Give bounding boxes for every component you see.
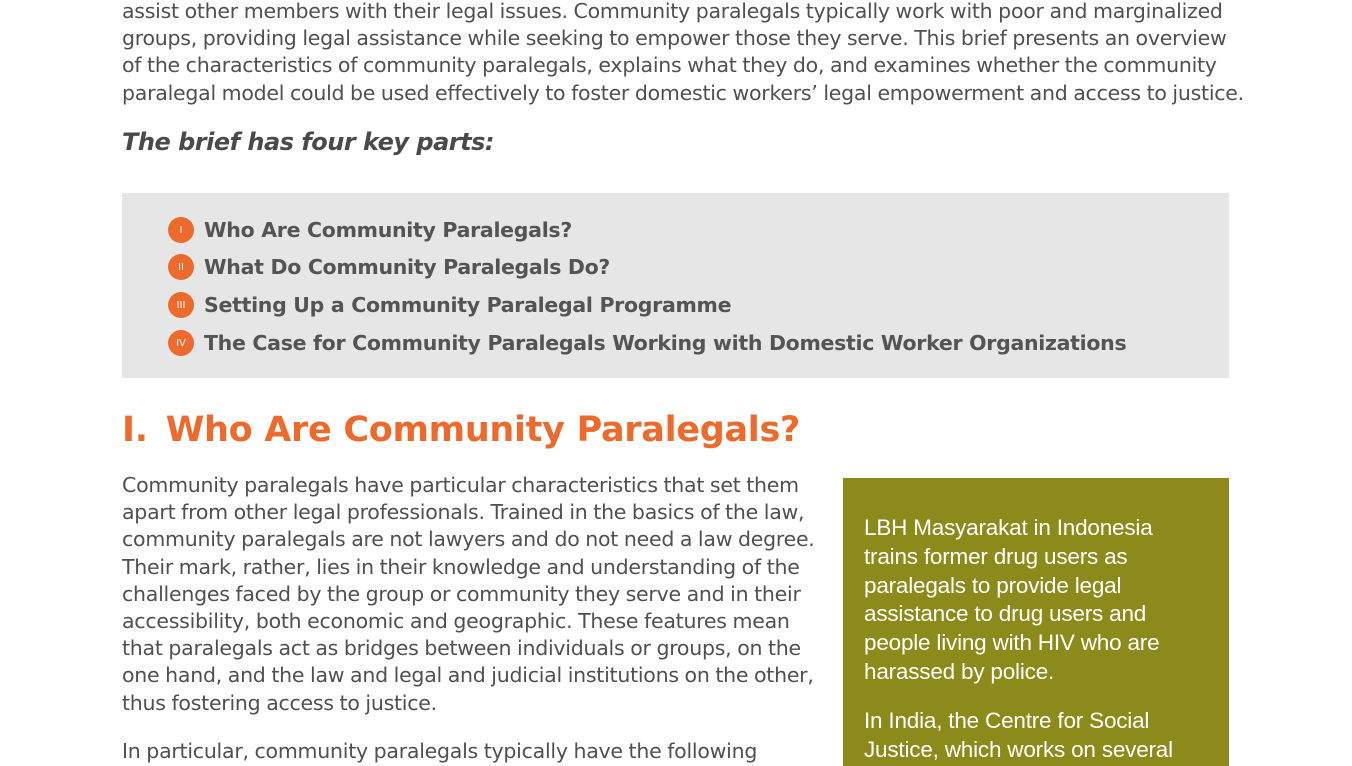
part-item-2 bbox=[168, 252, 610, 282]
callout-line: LBH Masyarakat in Indonesia bbox=[864, 515, 1153, 540]
part-number-badge: II bbox=[168, 254, 194, 280]
section-heading bbox=[122, 410, 800, 450]
part-number-badge: III bbox=[168, 292, 194, 318]
part-label: The Case for Community Paralegals Working with Domestic Worker Organizations bbox=[204, 331, 1127, 355]
parts-lead-heading: The brief has four key parts: bbox=[122, 128, 494, 156]
callout-line: harassed by police. bbox=[864, 658, 1055, 684]
callout-line: paralegals to provide legal bbox=[864, 572, 1122, 598]
part-number-badge: I bbox=[168, 217, 194, 243]
body-line: community paralegals are not lawyers and do not need a law degree. bbox=[122, 527, 815, 552]
intro-line: paralegal model could be used effectively to foster domestic workers’ legal empowerment and access to justice. bbox=[122, 80, 1244, 105]
intro-line: groups, providing legal assistance while seeking to empower those they serve. This brief presents an overview bbox=[122, 26, 1227, 51]
body-line: thus fostering access to justice. bbox=[122, 690, 437, 715]
intro-line: assist other members with their legal issues. Community paralegals typically work with poor and marginalized bbox=[122, 0, 1223, 23]
body-line: Community paralegals have particular characteristics that set them bbox=[122, 473, 799, 497]
part-label: Who Are Community Paralegals? bbox=[204, 218, 572, 242]
part-item-3 bbox=[168, 290, 731, 320]
callout-line: trains former drug users as bbox=[864, 543, 1128, 569]
body-line: one hand, and the law and legal and judicial institutions on the other, bbox=[122, 663, 814, 688]
body-paragraph-2: In particular, community paralegals typically have the following bbox=[122, 739, 758, 763]
callout-line: people living with HIV who are bbox=[864, 630, 1160, 656]
callout-line: assistance to drug users and bbox=[864, 601, 1147, 627]
section-title: Who Are Community Paralegals? bbox=[165, 410, 801, 450]
part-label: What Do Community Paralegals Do? bbox=[204, 255, 611, 279]
intro-paragraph bbox=[122, 0, 1244, 107]
sidebar-callout bbox=[843, 478, 1229, 766]
callout-line: In India, the Centre for Social bbox=[864, 708, 1150, 733]
body-line: that paralegals act as bridges between individuals or groups, on the bbox=[122, 636, 801, 661]
body-paragraph bbox=[122, 472, 822, 717]
section-number: I. bbox=[122, 410, 148, 450]
part-item-1 bbox=[168, 215, 572, 245]
callout-paragraph-1 bbox=[864, 514, 1159, 687]
callout-paragraph-2 bbox=[864, 707, 1173, 765]
body-line: challenges faced by the group or community they serve and in their bbox=[122, 581, 801, 606]
part-number-badge: IV bbox=[168, 330, 194, 356]
callout-line: Justice, which works on several bbox=[864, 736, 1173, 762]
body-line: Their mark, rather, lies in their knowledge and understanding of the bbox=[122, 554, 800, 579]
body-line: apart from other legal professionals. Trained in the basics of the law, bbox=[122, 500, 805, 525]
intro-line: of the characteristics of community paralegals, explains what they do, and examines whether the community bbox=[122, 53, 1217, 78]
part-label: Setting Up a Community Paralegal Programme bbox=[204, 293, 732, 317]
body-line: accessibility, both economic and geographic. These features mean bbox=[122, 609, 790, 634]
key-parts-box bbox=[122, 193, 1229, 378]
part-item-4 bbox=[168, 328, 1126, 358]
